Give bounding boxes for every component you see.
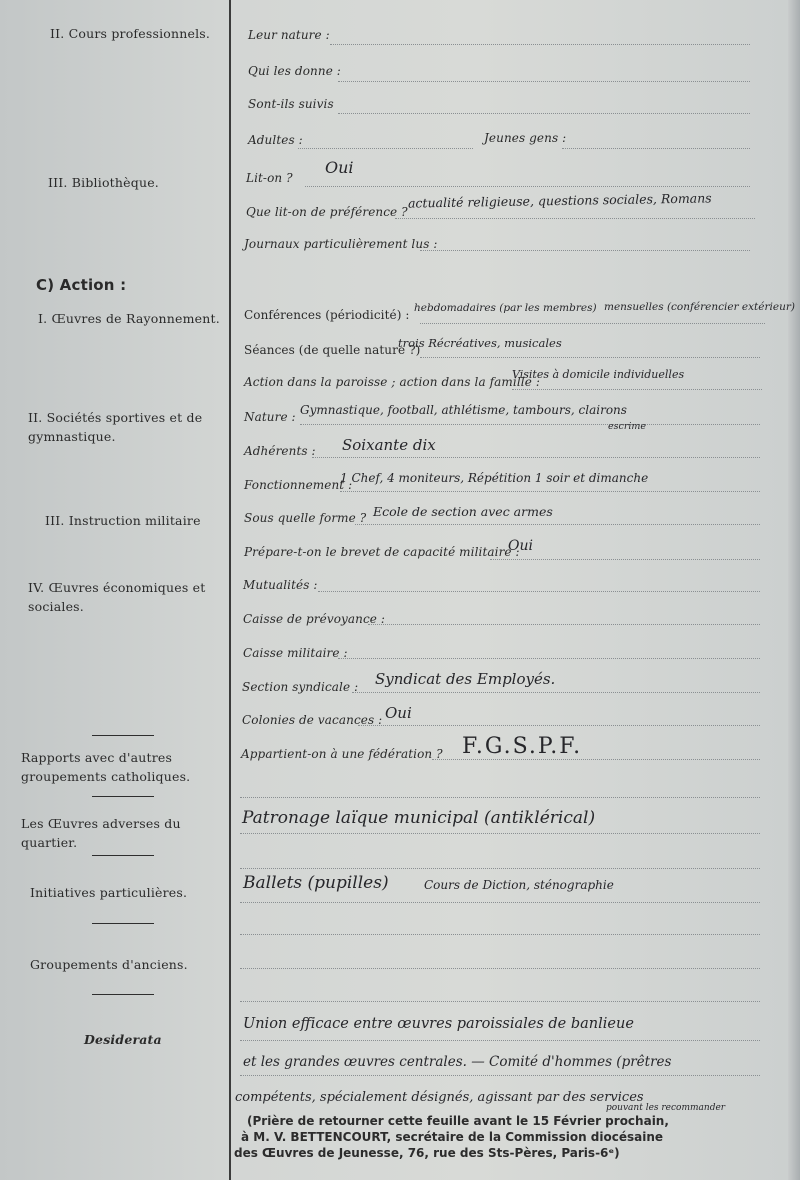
field-label-nature: Nature : bbox=[244, 410, 296, 424]
answer-preference: actualité religieuse, questions sociales, Romans bbox=[407, 190, 712, 211]
writing-line bbox=[240, 1001, 760, 1002]
section-economiques: IV. Œuvres économiques et sociales. bbox=[28, 580, 206, 614]
answer-desiderata-3: compétents, spécialement désignés, agissant par des services bbox=[235, 1090, 644, 1105]
writing-line bbox=[240, 868, 760, 869]
writing-line bbox=[318, 591, 760, 592]
writing-line bbox=[240, 934, 760, 935]
field-label-prevoyance: Caisse de prévoyance : bbox=[243, 612, 386, 626]
field-label-syndicale: Section syndicale : bbox=[242, 680, 359, 694]
writing-line bbox=[420, 323, 765, 324]
answer-desiderata-2: et les grandes œuvres centrales. — Comité d'hommes (prêtres bbox=[243, 1054, 672, 1070]
separator-line bbox=[92, 994, 154, 995]
page-edge bbox=[788, 0, 800, 1180]
field-label-mutualites: Mutualités : bbox=[243, 578, 318, 592]
answer-nature: Gymnastique, football, athlétisme, tambours, clairons bbox=[300, 403, 627, 417]
writing-line bbox=[305, 186, 750, 187]
field-label-adultes: Adultes : bbox=[248, 133, 303, 147]
field-label-journaux: Journaux particulièrement lus : bbox=[244, 237, 438, 251]
section-action-heading: C) Action : bbox=[36, 276, 127, 294]
writing-line bbox=[240, 1040, 760, 1041]
section-rayonnement: I. Œuvres de Rayonnement. bbox=[38, 311, 220, 326]
answer-desiderata-1: Union efficace entre œuvres paroissiales de banlieue bbox=[243, 1016, 634, 1032]
answer-adverses: Patronage laïque municipal (antiklérical) bbox=[242, 808, 596, 828]
answer-conferences-b: mensuelles (conférencier extérieur) bbox=[604, 301, 795, 313]
section-societes: II. Sociétés sportives et de gymnastique. bbox=[28, 410, 203, 444]
writing-line bbox=[338, 658, 760, 659]
field-label-jeunes-gens: Jeunes gens : bbox=[484, 131, 567, 145]
answer-federation: F.G.S.P.F. bbox=[462, 734, 583, 759]
writing-line bbox=[562, 148, 750, 149]
section-bibliotheque: III. Bibliothèque. bbox=[48, 175, 159, 190]
writing-line bbox=[300, 424, 760, 425]
writing-line bbox=[338, 113, 750, 114]
answer-seances: trois Récréatives, musicales bbox=[398, 336, 562, 350]
field-label-forme: Sous quelle forme ? bbox=[244, 511, 367, 525]
answer-initiatives-a: Ballets (pupilles) bbox=[243, 873, 389, 893]
footer-line-2: à M. V. BETTENCOURT, secrétaire de la Commission diocésaine bbox=[241, 1130, 664, 1144]
writing-line bbox=[240, 833, 760, 834]
writing-line bbox=[490, 559, 760, 560]
footer-line-3: des Œuvres de Jeunesse, 76, rue des Sts-Pères, Paris-6ᵉ) bbox=[234, 1146, 620, 1160]
writing-line bbox=[340, 491, 760, 492]
field-label-suivis: Sont-ils suivis bbox=[248, 97, 334, 111]
writing-line bbox=[420, 250, 750, 251]
writing-line bbox=[240, 968, 760, 969]
separator-line bbox=[92, 923, 154, 924]
field-label-lit-on: Lit-on ? bbox=[246, 171, 293, 185]
answer-forme: Ecole de section avec armes bbox=[373, 504, 553, 519]
footer-line-1: (Prière de retourner cette feuille avant le 15 Février prochain, bbox=[247, 1114, 669, 1128]
answer-lit-on: Oui bbox=[325, 158, 354, 177]
writing-line bbox=[298, 148, 473, 149]
section-rapports: Rapports avec d'autres groupements catholiques. bbox=[21, 750, 191, 784]
field-label-adherents: Adhérents : bbox=[244, 444, 316, 458]
section-adverses: Les Œuvres adverses du quartier. bbox=[21, 816, 181, 850]
separator-line bbox=[92, 855, 154, 856]
section-cours: II. Cours professionnels. bbox=[50, 26, 211, 41]
writing-line bbox=[368, 624, 760, 625]
answer-adherents: Soixante dix bbox=[342, 436, 436, 454]
answer-paroisse: Visites à domicile individuelles bbox=[512, 368, 685, 381]
field-label-federation: Appartient-on à une fédération ? bbox=[241, 747, 443, 761]
writing-line bbox=[240, 1075, 760, 1076]
field-label-preference: Que lit-on de préférence ? bbox=[246, 205, 408, 219]
writing-line bbox=[355, 524, 760, 525]
field-label-qui-donne: Qui les donne : bbox=[248, 64, 341, 78]
answer-brevet: Oui bbox=[508, 538, 533, 554]
answer-conferences-a: hebdomadaires (par les membres) bbox=[414, 302, 597, 314]
column-divider bbox=[229, 0, 231, 1180]
field-label-leur-nature: Leur nature : bbox=[248, 28, 330, 42]
writing-line bbox=[330, 44, 750, 45]
writing-line bbox=[358, 725, 760, 726]
field-label-brevet: Prépare-t-on le brevet de capacité militaire : bbox=[244, 545, 520, 559]
section-initiatives: Initiatives particulières. bbox=[30, 885, 188, 900]
writing-line bbox=[395, 218, 755, 219]
answer-desiderata-extra: pouvant les recommander bbox=[606, 1103, 726, 1113]
answer-fonctionnement: 1 Chef, 4 moniteurs, Répétition 1 soir et dimanche bbox=[340, 471, 649, 485]
writing-line bbox=[420, 357, 760, 358]
answer-colonies: Oui bbox=[385, 704, 412, 722]
writing-line bbox=[352, 692, 760, 693]
field-label-colonies: Colonies de vacances : bbox=[242, 713, 383, 727]
writing-line bbox=[240, 902, 760, 903]
field-label-seances: Séances (de quelle nature ?) bbox=[244, 343, 421, 357]
writing-line bbox=[240, 797, 760, 798]
section-anciens: Groupements d'anciens. bbox=[30, 957, 188, 972]
writing-line bbox=[512, 389, 762, 390]
return-instructions bbox=[234, 1113, 767, 1161]
field-label-paroisse: Action dans la paroisse ; action dans la famille : bbox=[244, 375, 540, 389]
writing-line bbox=[338, 81, 750, 82]
answer-initiatives-b: Cours de Diction, sténographie bbox=[424, 878, 614, 892]
field-label-conferences: Conférences (périodicité) : bbox=[244, 308, 410, 322]
separator-line bbox=[92, 735, 154, 736]
separator-line bbox=[92, 796, 154, 797]
field-label-fonctionnement: Fonctionnement : bbox=[244, 478, 353, 492]
answer-nature-extra: escrime bbox=[608, 421, 647, 432]
section-instruction: III. Instruction militaire bbox=[45, 513, 201, 528]
writing-line bbox=[312, 457, 760, 458]
field-label-militaire: Caisse militaire : bbox=[243, 646, 348, 660]
section-desiderata: Desiderata bbox=[84, 1032, 162, 1047]
answer-syndicale: Syndicat des Employés. bbox=[375, 670, 556, 688]
writing-line bbox=[432, 759, 760, 760]
